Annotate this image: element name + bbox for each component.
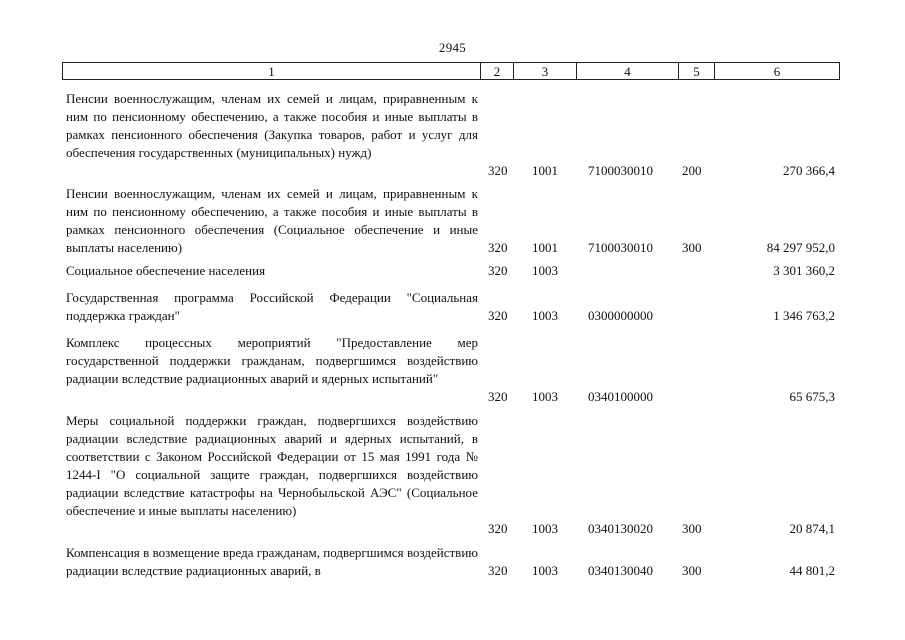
row-description: Пенсии военнослужащим, членам их семей и лицам, приравненным к ним по пенсионному обеспечению, а также пособия и иные выплаты в рамках пенсионного обеспечения (Закупка товаров, работ и услуг для обеспечения государственных (муниципальных) нужд): [66, 91, 478, 160]
row-code-4: 0340100000: [588, 389, 653, 404]
column-header-5: 5: [679, 63, 715, 80]
row-code-3: 1001: [532, 240, 558, 255]
column-header-1: 1: [63, 63, 481, 80]
row-code-4: 0340130020: [588, 521, 653, 536]
table-row: [62, 185, 839, 257]
row-code-2: 320: [488, 240, 508, 255]
row-amount: 270 366,4: [783, 163, 835, 178]
row-code-3: 1003: [532, 308, 558, 323]
row-description: Пенсии военнослужащим, членам их семей и лицам, приравненным к ним по пенсионному обеспечению, а также пособия и иные выплаты в рамках пенсионного обеспечения (Социальное обеспечение и иные выплаты населению): [66, 186, 478, 255]
row-amount: 3 301 360,2: [773, 263, 835, 278]
table-row: [62, 412, 839, 538]
row-code-5: 300: [682, 521, 702, 536]
table-row: [62, 262, 839, 280]
row-description: Компенсация в возмещение вреда гражданам, подвергшимся воздействию радиации вследствие радиационных аварий, в: [66, 545, 478, 578]
row-code-2: 320: [488, 308, 508, 323]
column-header-6: 6: [715, 63, 840, 80]
column-header-2: 2: [481, 63, 514, 80]
row-code-5: 200: [682, 163, 702, 178]
column-header-row: [63, 63, 840, 80]
table-row: [62, 334, 839, 406]
row-amount: 65 675,3: [789, 389, 835, 404]
row-code-4: 7100030010: [588, 240, 653, 255]
page-number: 2945: [438, 40, 467, 55]
row-amount: 84 297 952,0: [766, 240, 835, 255]
column-header-3: 3: [514, 63, 577, 80]
row-description: Меры социальной поддержки граждан, подвергшихся воздействию радиации вследствие радиационных аварий и ядерных испытаний, в соответствии с Законом Российской Федерации от 15 мая 1991 года № 1244-I "О социальной защите граждан, подвергшихся воздействию радиации вследствие катастрофы на Чернобыльской АЭС" (Социальное обеспечение и иные выплаты населению): [66, 413, 478, 518]
row-amount: 44 801,2: [789, 563, 835, 578]
row-code-3: 1001: [532, 163, 558, 178]
row-amount: 1 346 763,2: [773, 308, 835, 323]
table-row: [62, 544, 839, 580]
row-code-5: 300: [682, 240, 702, 255]
row-code-3: 1003: [532, 389, 558, 404]
row-code-3: 1003: [532, 563, 558, 578]
row-code-3: 1003: [532, 263, 558, 278]
row-code-2: 320: [488, 263, 508, 278]
row-description: Государственная программа Российской Федерации "Социальная поддержка граждан": [66, 290, 478, 323]
row-description: Социальное обеспечение населения: [66, 263, 266, 278]
column-header-4: 4: [577, 63, 679, 80]
table-row: [62, 90, 839, 180]
row-code-2: 320: [488, 163, 508, 178]
row-code-4: 7100030010: [588, 163, 653, 178]
column-header-table: [62, 62, 840, 80]
row-amount: 20 874,1: [789, 521, 835, 536]
row-code-2: 320: [488, 389, 508, 404]
row-code-4: 0340130040: [588, 563, 653, 578]
table-row: [62, 289, 839, 325]
row-code-2: 320: [488, 521, 508, 536]
row-description: Комплекс процессных мероприятий "Предоставление мер государственной поддержки гражданам, подвергшимся воздействию радиации вследствие радиационных аварий и ядерных испытаний": [66, 335, 478, 386]
row-code-5: 300: [682, 563, 702, 578]
row-code-4: 0300000000: [588, 308, 653, 323]
row-code-2: 320: [488, 563, 508, 578]
row-code-3: 1003: [532, 521, 558, 536]
